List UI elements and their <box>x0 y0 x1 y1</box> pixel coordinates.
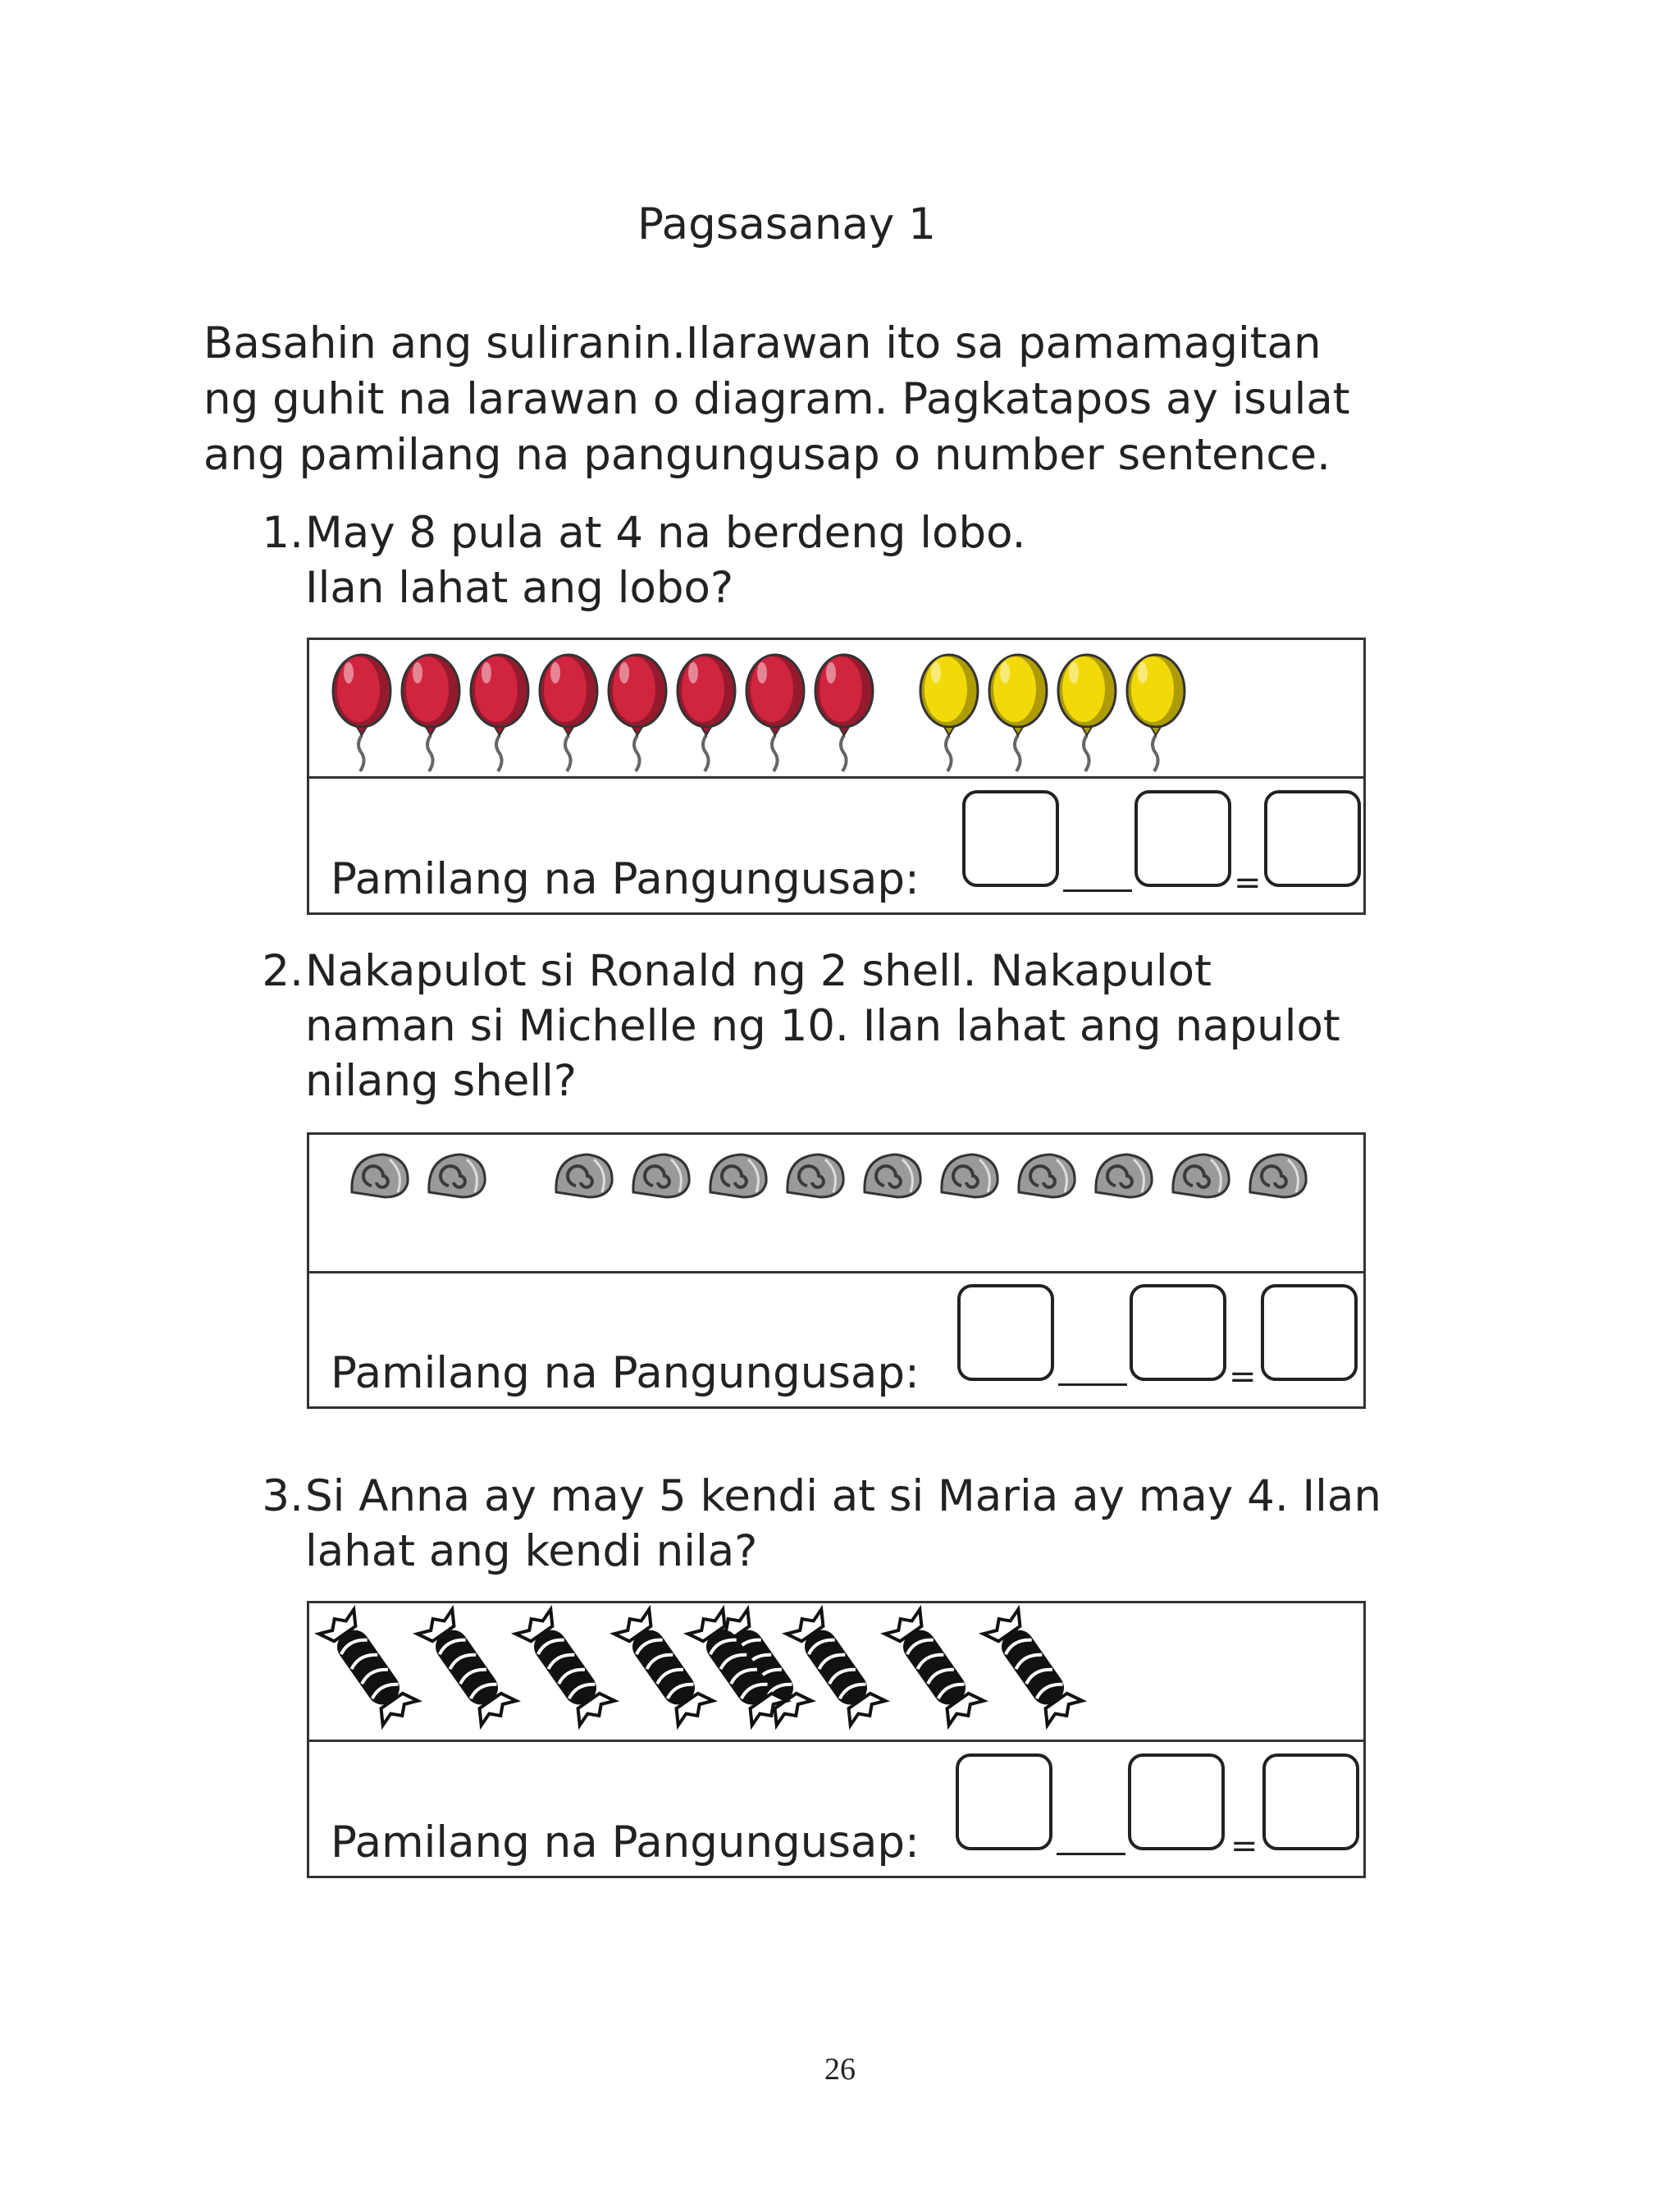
seashell-icon <box>710 1154 766 1197</box>
seashell-icon <box>556 1154 612 1197</box>
instructions <box>203 316 1418 483</box>
number-sentence-label: Pamilang na Pangungusap: <box>331 854 920 904</box>
problem-3-box <box>307 1601 1366 1878</box>
instructions-line: ang pamilang na pangungusap o number sentence. <box>203 430 1331 480</box>
question-line: nilang shell? <box>305 1056 577 1106</box>
red-balloon-icon <box>402 655 459 771</box>
question-line: May 8 pula at 4 na berdeng lobo. <box>305 508 1026 558</box>
addend-2-answer-box[interactable] <box>1130 1284 1226 1381</box>
candy-icon <box>612 1607 714 1728</box>
number-sentence-row <box>309 777 1363 912</box>
candy-icon <box>514 1607 616 1728</box>
instructions-line: Basahin ang suliranin.Ilarawan ito sa pamamagitan <box>203 318 1322 368</box>
yellow-balloon-icon <box>1058 655 1116 771</box>
yellow-balloon-icon <box>920 655 978 771</box>
addend-1-answer-box[interactable] <box>956 1753 1052 1850</box>
sum-answer-box[interactable] <box>1262 1753 1359 1850</box>
red-balloon-icon <box>609 655 666 771</box>
candy-icon <box>415 1607 518 1728</box>
question-line: Si Anna ay may 5 kendi at si Maria ay may 4. Ilan <box>305 1471 1381 1521</box>
red-balloon-icon <box>333 655 390 771</box>
number-sentence-row <box>309 1740 1363 1876</box>
problem-number: 2. <box>262 946 304 996</box>
problem-3-question <box>254 1469 1436 1579</box>
seashell-icon <box>1096 1154 1152 1197</box>
balloon-illustration <box>309 640 1363 776</box>
candy-icon <box>981 1607 1084 1728</box>
equals-sign: = <box>1229 1358 1257 1396</box>
addend-2-answer-box[interactable] <box>1134 790 1231 887</box>
problem-number: 1. <box>262 508 304 558</box>
seashell-illustration <box>309 1135 1363 1271</box>
picture-row <box>309 1135 1363 1273</box>
operator-blank[interactable] <box>1058 1383 1127 1386</box>
red-balloon-icon <box>540 655 597 771</box>
question-line: Ilan lahat ang lobo? <box>305 563 734 613</box>
operator-blank[interactable] <box>1063 889 1132 892</box>
seashell-icon <box>1173 1154 1229 1197</box>
equals-sign: = <box>1230 1827 1258 1865</box>
yellow-balloon-icon <box>989 655 1047 771</box>
question-line: naman si Michelle ng 10. Ilan lahat ang napulot <box>305 1001 1340 1051</box>
problem-1-question <box>254 505 1436 615</box>
red-balloon-icon <box>746 655 804 771</box>
number-sentence-label: Pamilang na Pangungusap: <box>331 1348 920 1398</box>
yellow-balloon-icon <box>1127 655 1185 771</box>
problem-2-question <box>254 944 1436 1109</box>
candy-illustration <box>309 1603 1363 1740</box>
seashell-icon <box>865 1154 920 1197</box>
problem-2-box <box>307 1132 1366 1409</box>
picture-row <box>309 1603 1363 1742</box>
sum-answer-box[interactable] <box>1264 790 1361 887</box>
problem-number: 3. <box>262 1471 304 1521</box>
instructions-line: ng guhit na larawan o diagram. Pagkatapos ay isulat <box>203 374 1350 424</box>
problem-1-box <box>307 638 1366 915</box>
equals-sign: = <box>1234 864 1262 902</box>
seashell-icon <box>1019 1154 1075 1197</box>
question-line: Nakapulot si Ronald ng 2 shell. Nakapulot <box>305 946 1212 996</box>
operator-blank[interactable] <box>1057 1853 1125 1855</box>
red-balloon-icon <box>471 655 528 771</box>
seashell-icon <box>429 1154 485 1197</box>
seashell-icon <box>1250 1154 1306 1197</box>
seashell-icon <box>942 1154 998 1197</box>
candy-icon <box>883 1607 985 1728</box>
addend-1-answer-box[interactable] <box>957 1284 1054 1381</box>
candy-icon <box>784 1607 887 1728</box>
sum-answer-box[interactable] <box>1261 1284 1358 1381</box>
seashell-icon <box>633 1154 689 1197</box>
seashell-icon <box>788 1154 843 1197</box>
page-title: Pagsasanay 1 <box>637 199 936 249</box>
seashell-icon <box>352 1154 408 1197</box>
page-number: 26 <box>824 2052 856 2087</box>
red-balloon-icon <box>815 655 873 771</box>
question-line: lahat ang kendi nila? <box>305 1526 758 1576</box>
red-balloon-icon <box>678 655 735 771</box>
picture-row <box>309 640 1363 779</box>
number-sentence-label: Pamilang na Pangungusap: <box>331 1817 920 1868</box>
candy-icon <box>317 1607 419 1728</box>
number-sentence-row <box>309 1271 1363 1406</box>
addend-2-answer-box[interactable] <box>1128 1753 1225 1850</box>
addend-1-answer-box[interactable] <box>962 790 1059 887</box>
